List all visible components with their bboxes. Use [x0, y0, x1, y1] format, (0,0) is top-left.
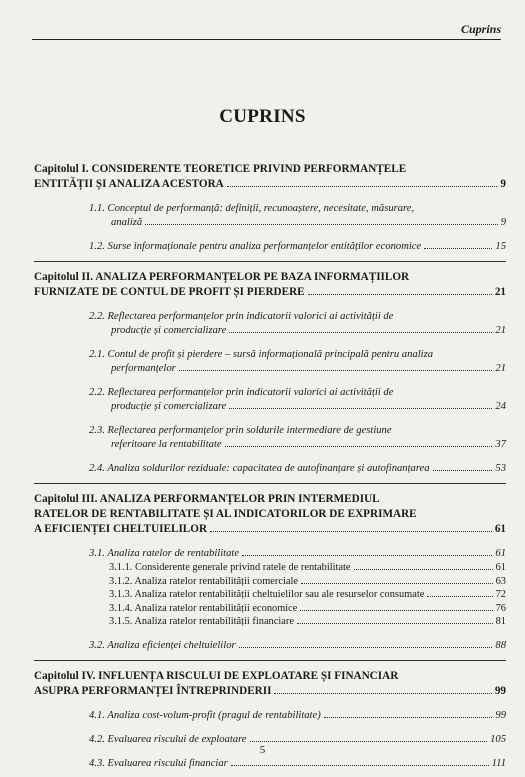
- toc-entry-2-4: [34, 462, 506, 476]
- toc-entry-1-2: [34, 240, 506, 254]
- chapter-3-heading-line3: A EFICIENȚEI CHELTUIELILOR: [34, 523, 208, 535]
- toc-entry-1-1-line1: 1.1. Conceptul de performanță: definiții, recunoaștere, necesitate, măsurare,: [89, 203, 415, 214]
- toc-entry-4-1: [34, 709, 506, 723]
- toc-entry-4-2-text: 4.2. Evaluarea riscului de exploatare: [89, 733, 247, 745]
- toc-entry-1-1-line2: analiză: [111, 217, 143, 228]
- toc-subentry-3-1-4: [34, 602, 506, 616]
- dot-leader: [242, 555, 492, 556]
- page-title: CUPRINS: [219, 106, 306, 127]
- dot-leader: [229, 332, 492, 333]
- toc-entry-2-1: [34, 348, 506, 376]
- dot-leader: [324, 717, 493, 718]
- toc-subentry-page: 76: [495, 602, 506, 614]
- dot-leader: [225, 446, 493, 447]
- toc-subentry-3-1-5: [34, 615, 506, 629]
- chapter-2-heading-line1: Capitolul II. ANALIZA PERFORMANȚELOR PE BAZA INFORMAȚIILOR: [34, 271, 410, 283]
- toc-subentry-text: 3.1.1. Considerente generale privind ratele de rentabilitate: [109, 562, 351, 573]
- page-number: 5: [259, 744, 266, 756]
- table-of-contents: [34, 162, 506, 771]
- toc-entry-3-2: [34, 639, 506, 653]
- running-header: Cuprins: [32, 22, 501, 40]
- chapter-3-page: 61: [494, 523, 506, 535]
- dot-leader: [179, 370, 493, 371]
- toc-entry-2-3-line2: referitoare la rentabilitate: [111, 439, 222, 450]
- toc-subentry-text: 3.1.4. Analiza ratelor rentabilității economice: [109, 602, 298, 614]
- toc-entry-2-2-line1: 2.2. Reflectarea performanțelor prin indicatorii valorici ai activității de: [89, 387, 394, 398]
- toc-entry-2-a: [34, 310, 506, 338]
- toc-entry-3-1: [34, 547, 506, 561]
- toc-entry-4-2-page: 105: [490, 733, 506, 745]
- toc-entry-1-1: [34, 202, 506, 230]
- toc-subentry-3-1-2: [34, 575, 506, 589]
- chapter-3-heading: [34, 492, 506, 537]
- dot-leader: [274, 693, 491, 694]
- toc-subentry-page: 61: [495, 562, 506, 573]
- toc-entry-4-3-page: 111: [491, 757, 506, 769]
- toc-entry-3-2-page: 88: [495, 639, 506, 651]
- dot-leader: [231, 765, 489, 766]
- toc-subentry-page: 81: [495, 616, 506, 628]
- toc-entry-2-3-line1: 2.3. Reflectarea performanțelor prin soldurile intermediare de gestiune: [89, 425, 392, 436]
- toc-entry-2-1-line2: performanțelor: [111, 363, 176, 374]
- chapter-1-page: 9: [500, 178, 506, 190]
- toc-entry-2-2-line2: producție și comercializare: [111, 401, 227, 412]
- chapter-3-heading-line1: Capitolul III. ANALIZA PERFORMANȚELOR PRIN INTERMEDIUL: [34, 493, 380, 505]
- toc-entry-2-a-page: 21: [495, 325, 506, 336]
- chapter-4-heading-line1: Capitolul IV. INFLUENȚA RISCULUI DE EXPLOATARE ȘI FINANCIAR: [34, 669, 399, 682]
- chapter-2-heading-line2: FURNIZATE DE CONTUL DE PROFIT ȘI PIERDERE: [34, 286, 305, 298]
- toc-entry-2-a-line1: 2.2. Reflectarea performanțelor prin indicatorii valorici ai activității de: [89, 311, 394, 322]
- toc-entry-4-1-text: 4.1. Analiza cost-volum-profit (pragul de rentabilitate): [89, 709, 321, 721]
- dot-leader: [354, 569, 493, 570]
- toc-subentry-page: 63: [495, 575, 506, 587]
- toc-subentry-3-1-1: [34, 561, 506, 575]
- toc-entry-1-1-page: 9: [500, 217, 506, 228]
- chapter-divider: [34, 261, 506, 262]
- dot-leader: [297, 623, 493, 624]
- chapter-2-heading: [34, 270, 506, 300]
- toc-entry-1-2-text: 1.2. Surse informaționale pentru analiza performanțelor entităților economice: [89, 241, 422, 252]
- toc-entry-2-2-page: 24: [495, 401, 506, 412]
- toc-entry-2-3-page: 37: [495, 439, 506, 450]
- toc-entry-2-2: [34, 386, 506, 414]
- dot-leader: [145, 224, 498, 225]
- chapter-divider: [34, 483, 506, 484]
- chapter-1-heading-line2: ENTITĂȚII ȘI ANALIZA ACESTORA: [34, 178, 224, 190]
- dot-leader: [424, 248, 492, 249]
- toc-entry-2-1-page: 21: [495, 363, 506, 374]
- toc-subentry-page: 72: [495, 589, 506, 601]
- toc-entry-3-2-text: 3.2. Analiza eficienței cheltuielilor: [89, 639, 236, 651]
- chapter-1-heading: [34, 162, 506, 192]
- dot-leader: [210, 531, 492, 532]
- dot-leader: [239, 647, 493, 648]
- dot-leader: [227, 186, 498, 187]
- toc-entry-3-1-text: 3.1. Analiza ratelor de rentabilitate: [89, 548, 240, 559]
- chapter-3-heading-line2: RATELOR DE RENTABILITATE ȘI AL INDICATORILOR DE EXPRIMARE: [34, 508, 417, 520]
- chapter-4-heading-line2: ASUPRA PERFORMANȚEI ÎNTREPRINDERII: [34, 684, 272, 697]
- dot-leader: [433, 470, 493, 471]
- chapter-2-page: 21: [494, 286, 506, 298]
- toc-entry-1-2-page: 15: [495, 241, 506, 252]
- toc-entry-2-1-line1: 2.1. Contul de profit și pierdere – sursă informațională principală pentru analiza: [89, 349, 434, 360]
- chapter-4-heading: [34, 669, 506, 699]
- toc-subentry-text: 3.1.3. Analiza ratelor rentabilității cheltuielilor sau ale resurselor consumate: [109, 589, 425, 601]
- toc-subentry-3-1-3: [34, 588, 506, 602]
- dot-leader: [229, 408, 492, 409]
- toc-entry-2-4-page: 53: [495, 463, 506, 474]
- chapter-1-heading-line1: Capitolul I. CONSIDERENTE TEORETICE PRIVIND PERFORMANȚELE: [34, 163, 407, 175]
- toc-entry-4-3-text: 4.3. Evaluarea riscului financiar: [89, 757, 228, 769]
- toc-subentry-text: 3.1.5. Analiza ratelor rentabilității financiare: [109, 616, 294, 628]
- dot-leader: [308, 294, 492, 295]
- dot-leader: [300, 610, 492, 611]
- toc-entry-3-1-page: 61: [495, 548, 506, 559]
- chapter-4-page: 99: [494, 684, 506, 697]
- toc-entry-4-1-page: 99: [495, 709, 506, 721]
- dot-leader: [250, 741, 488, 742]
- toc-subentry-text: 3.1.2. Analiza ratelor rentabilității comerciale: [109, 575, 298, 587]
- toc-entry-2-3: [34, 424, 506, 452]
- toc-entry-2-a-line2: producție și comercializare: [111, 325, 227, 336]
- toc-entry-4-3: [34, 757, 506, 771]
- dot-leader: [301, 583, 493, 584]
- toc-entry-2-4-text: 2.4. Analiza soldurilor reziduale: capacitatea de autofinanțare și autofinanțarea: [89, 463, 430, 474]
- chapter-divider: [34, 660, 506, 661]
- dot-leader: [427, 596, 492, 597]
